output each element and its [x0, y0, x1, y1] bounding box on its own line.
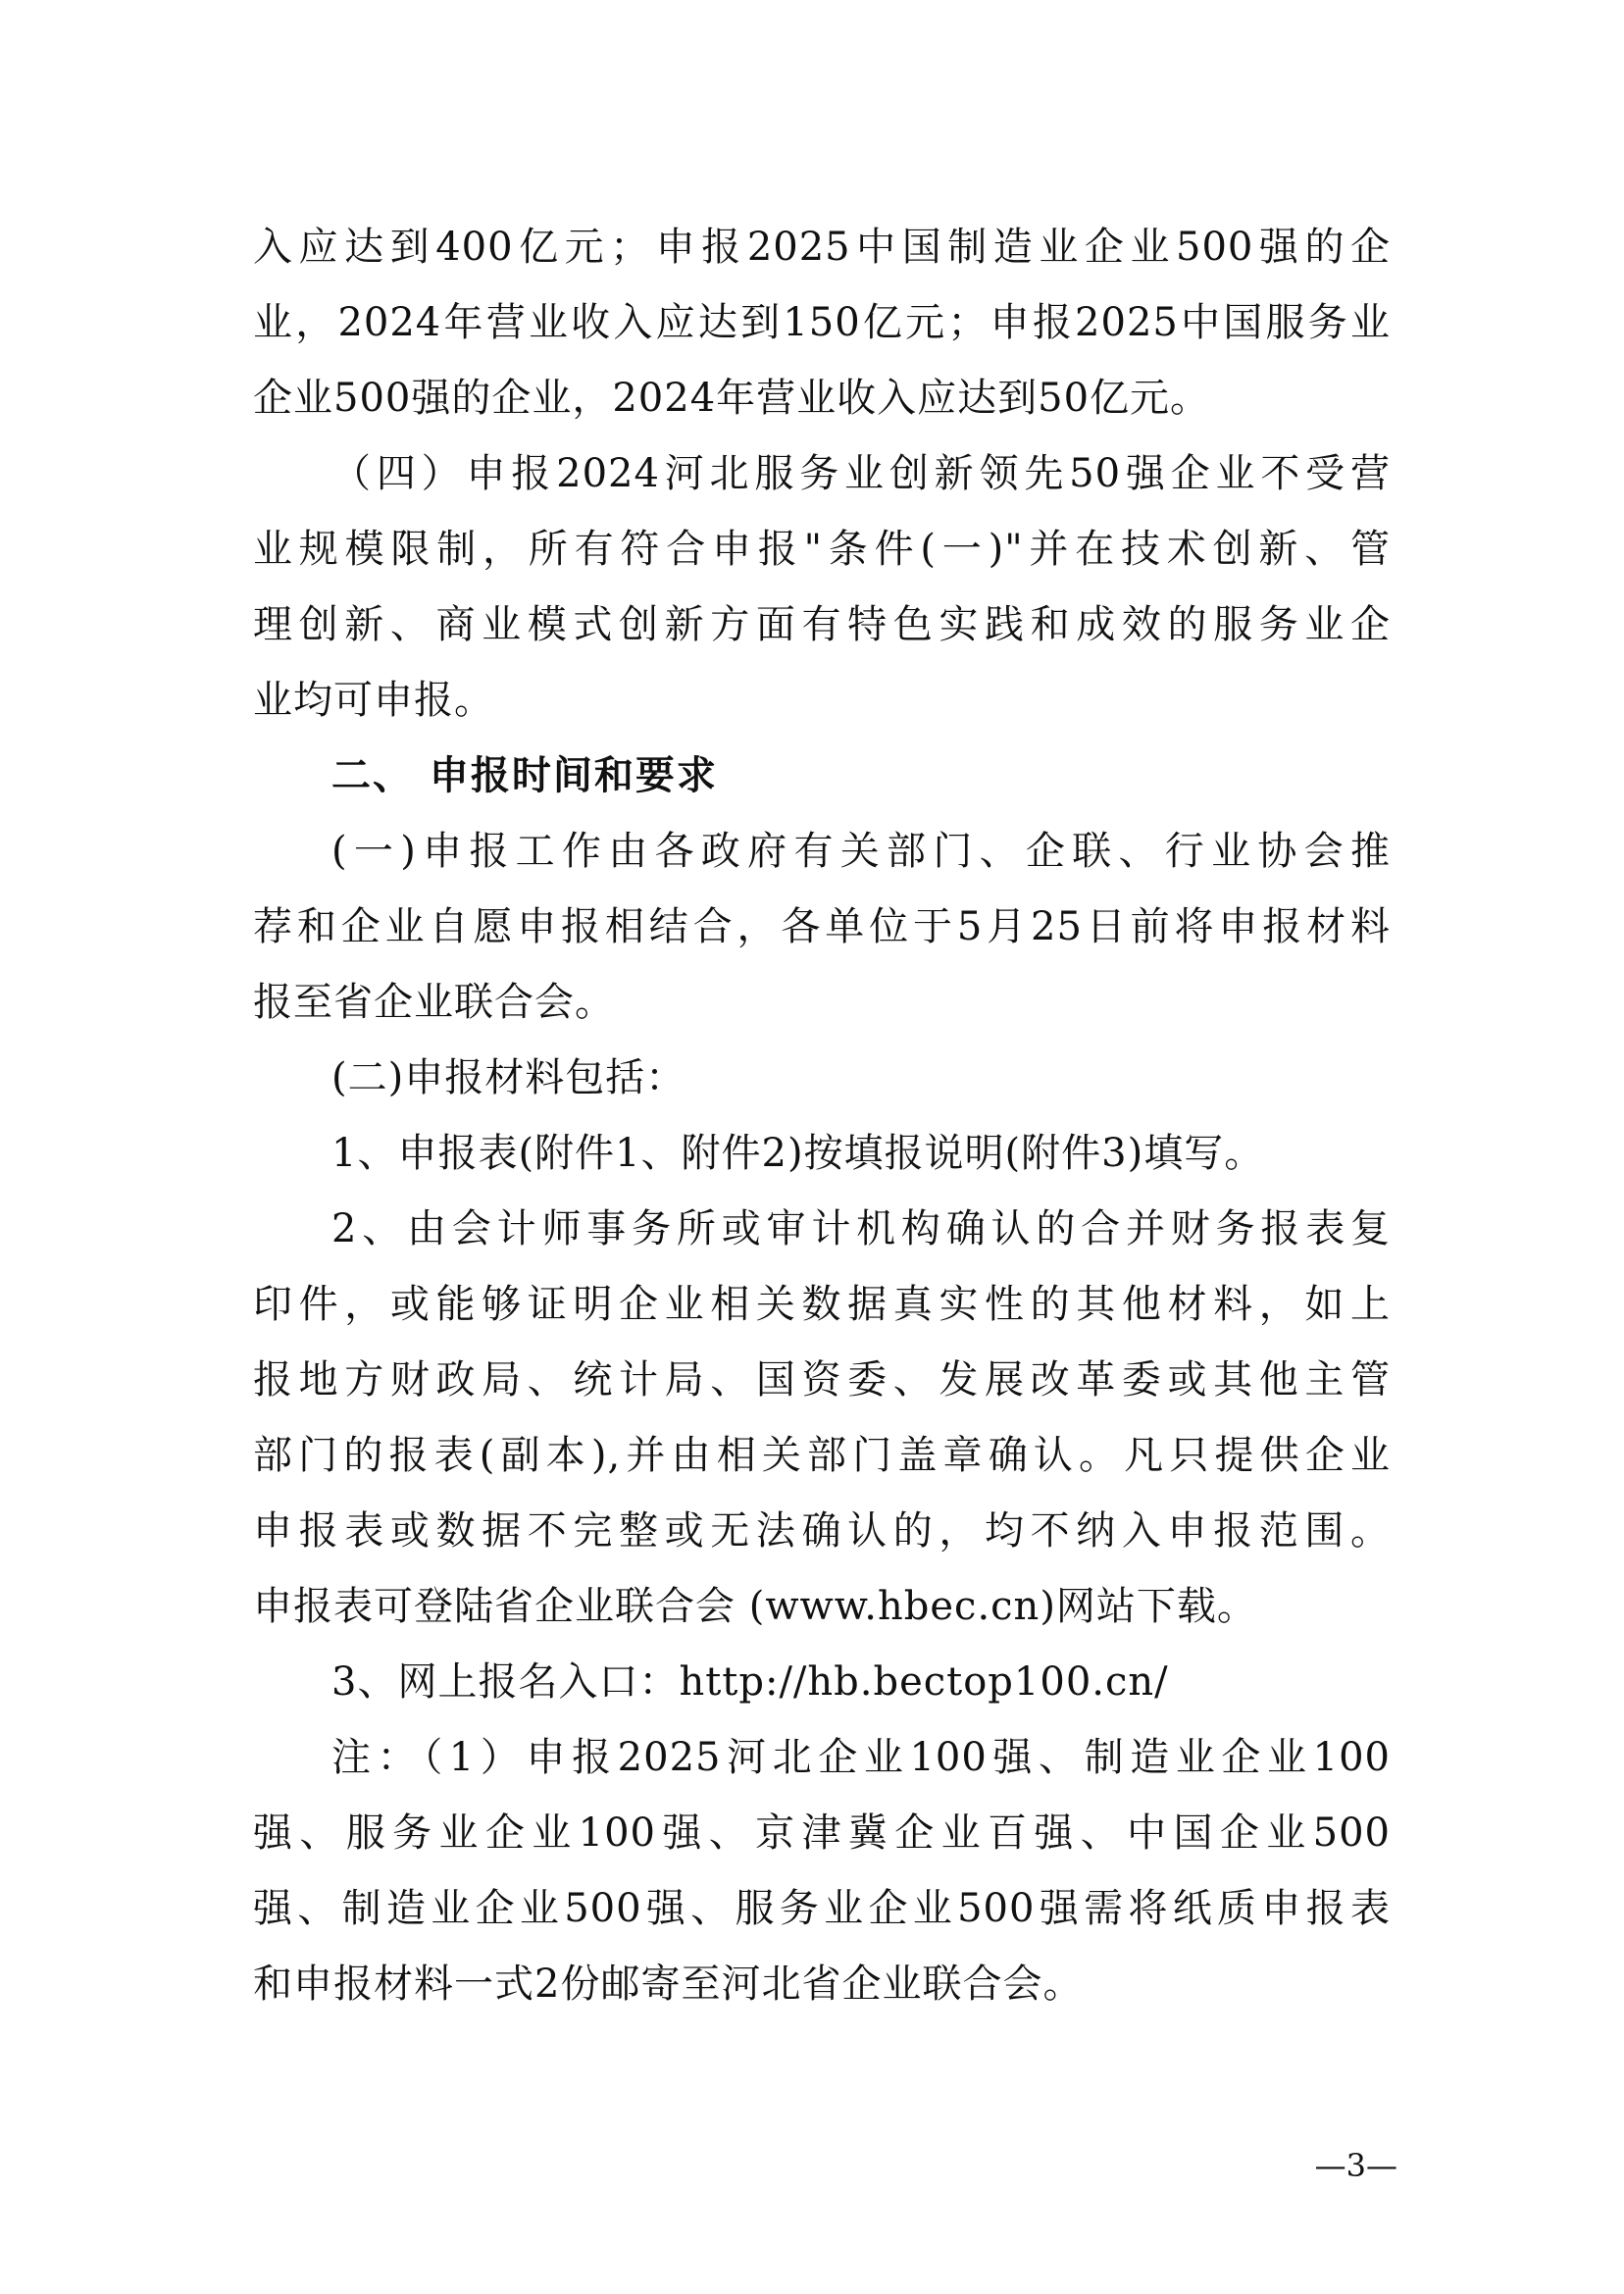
body-line: 业规模限制，所有符合申报"条件(一)"并在技术创新、管	[253, 527, 1391, 572]
paragraph-start-line: (二)申报材料包括：	[331, 1055, 686, 1100]
body-line: 业，2024年营业收入应达到150亿元；申报2025中国服务业	[253, 300, 1391, 345]
paragraph-start-line: 3、网上报名入口：http://hb.bectop100.cn/	[331, 1659, 1169, 1705]
body-line: 印件，或能够证明企业相关数据真实性的其他材料，如上	[253, 1282, 1391, 1327]
body-line: 强、制造业企业500强、服务业企业500强需将纸质申报表	[253, 1886, 1391, 1931]
body-line: 和申报材料一式2份邮寄至河北省企业联合会。	[253, 1962, 1084, 2007]
body-line: 荐和企业自愿申报相结合，各单位于5月25日前将申报材料	[253, 904, 1391, 949]
body-line: 部门的报表(副本),并由相关部门盖章确认。凡只提供企业	[253, 1433, 1391, 1478]
body-line: 申报表可登陆省企业联合会 (www.hbec.cn)网站下载。	[253, 1584, 1257, 1629]
body-line: 强、服务业企业100强、京津冀企业百强、中国企业500	[253, 1810, 1391, 1856]
body-line: 理创新、商业模式创新方面有特色实践和成效的服务业企	[253, 602, 1391, 647]
body-line: 业均可申报。	[253, 678, 494, 723]
paragraph-start-line: (一)申报工作由各政府有关部门、企联、行业协会推	[331, 829, 1391, 874]
body-line: 入应达到400亿元；申报2025中国制造业企业500强的企	[253, 225, 1391, 270]
section-heading: 二、 申报时间和要求	[331, 753, 718, 798]
body-line: 申报表或数据不完整或无法确认的，均不纳入申报范围。	[253, 1508, 1391, 1554]
body-line: 报至省企业联合会。	[253, 980, 615, 1025]
paragraph-start-line: 注：（1）申报2025河北企业100强、制造业企业100	[331, 1735, 1391, 1780]
paragraph-start-line: 1、申报表(附件1、附件2)按填报说明(附件3)填写。	[331, 1131, 1265, 1176]
body-line: 报地方财政局、统计局、国资委、发展改革委或其他主管	[253, 1357, 1391, 1402]
paragraph-start-line: （四）申报2024河北服务业创新领先50强企业不受营	[331, 451, 1391, 496]
paragraph-start-line: 2、由会计师事务所或审计机构确认的合并财务报表复	[331, 1206, 1391, 1251]
body-line: 企业500强的企业，2024年营业收入应达到50亿元。	[253, 376, 1211, 421]
page-number: —3—	[1314, 2147, 1397, 2184]
